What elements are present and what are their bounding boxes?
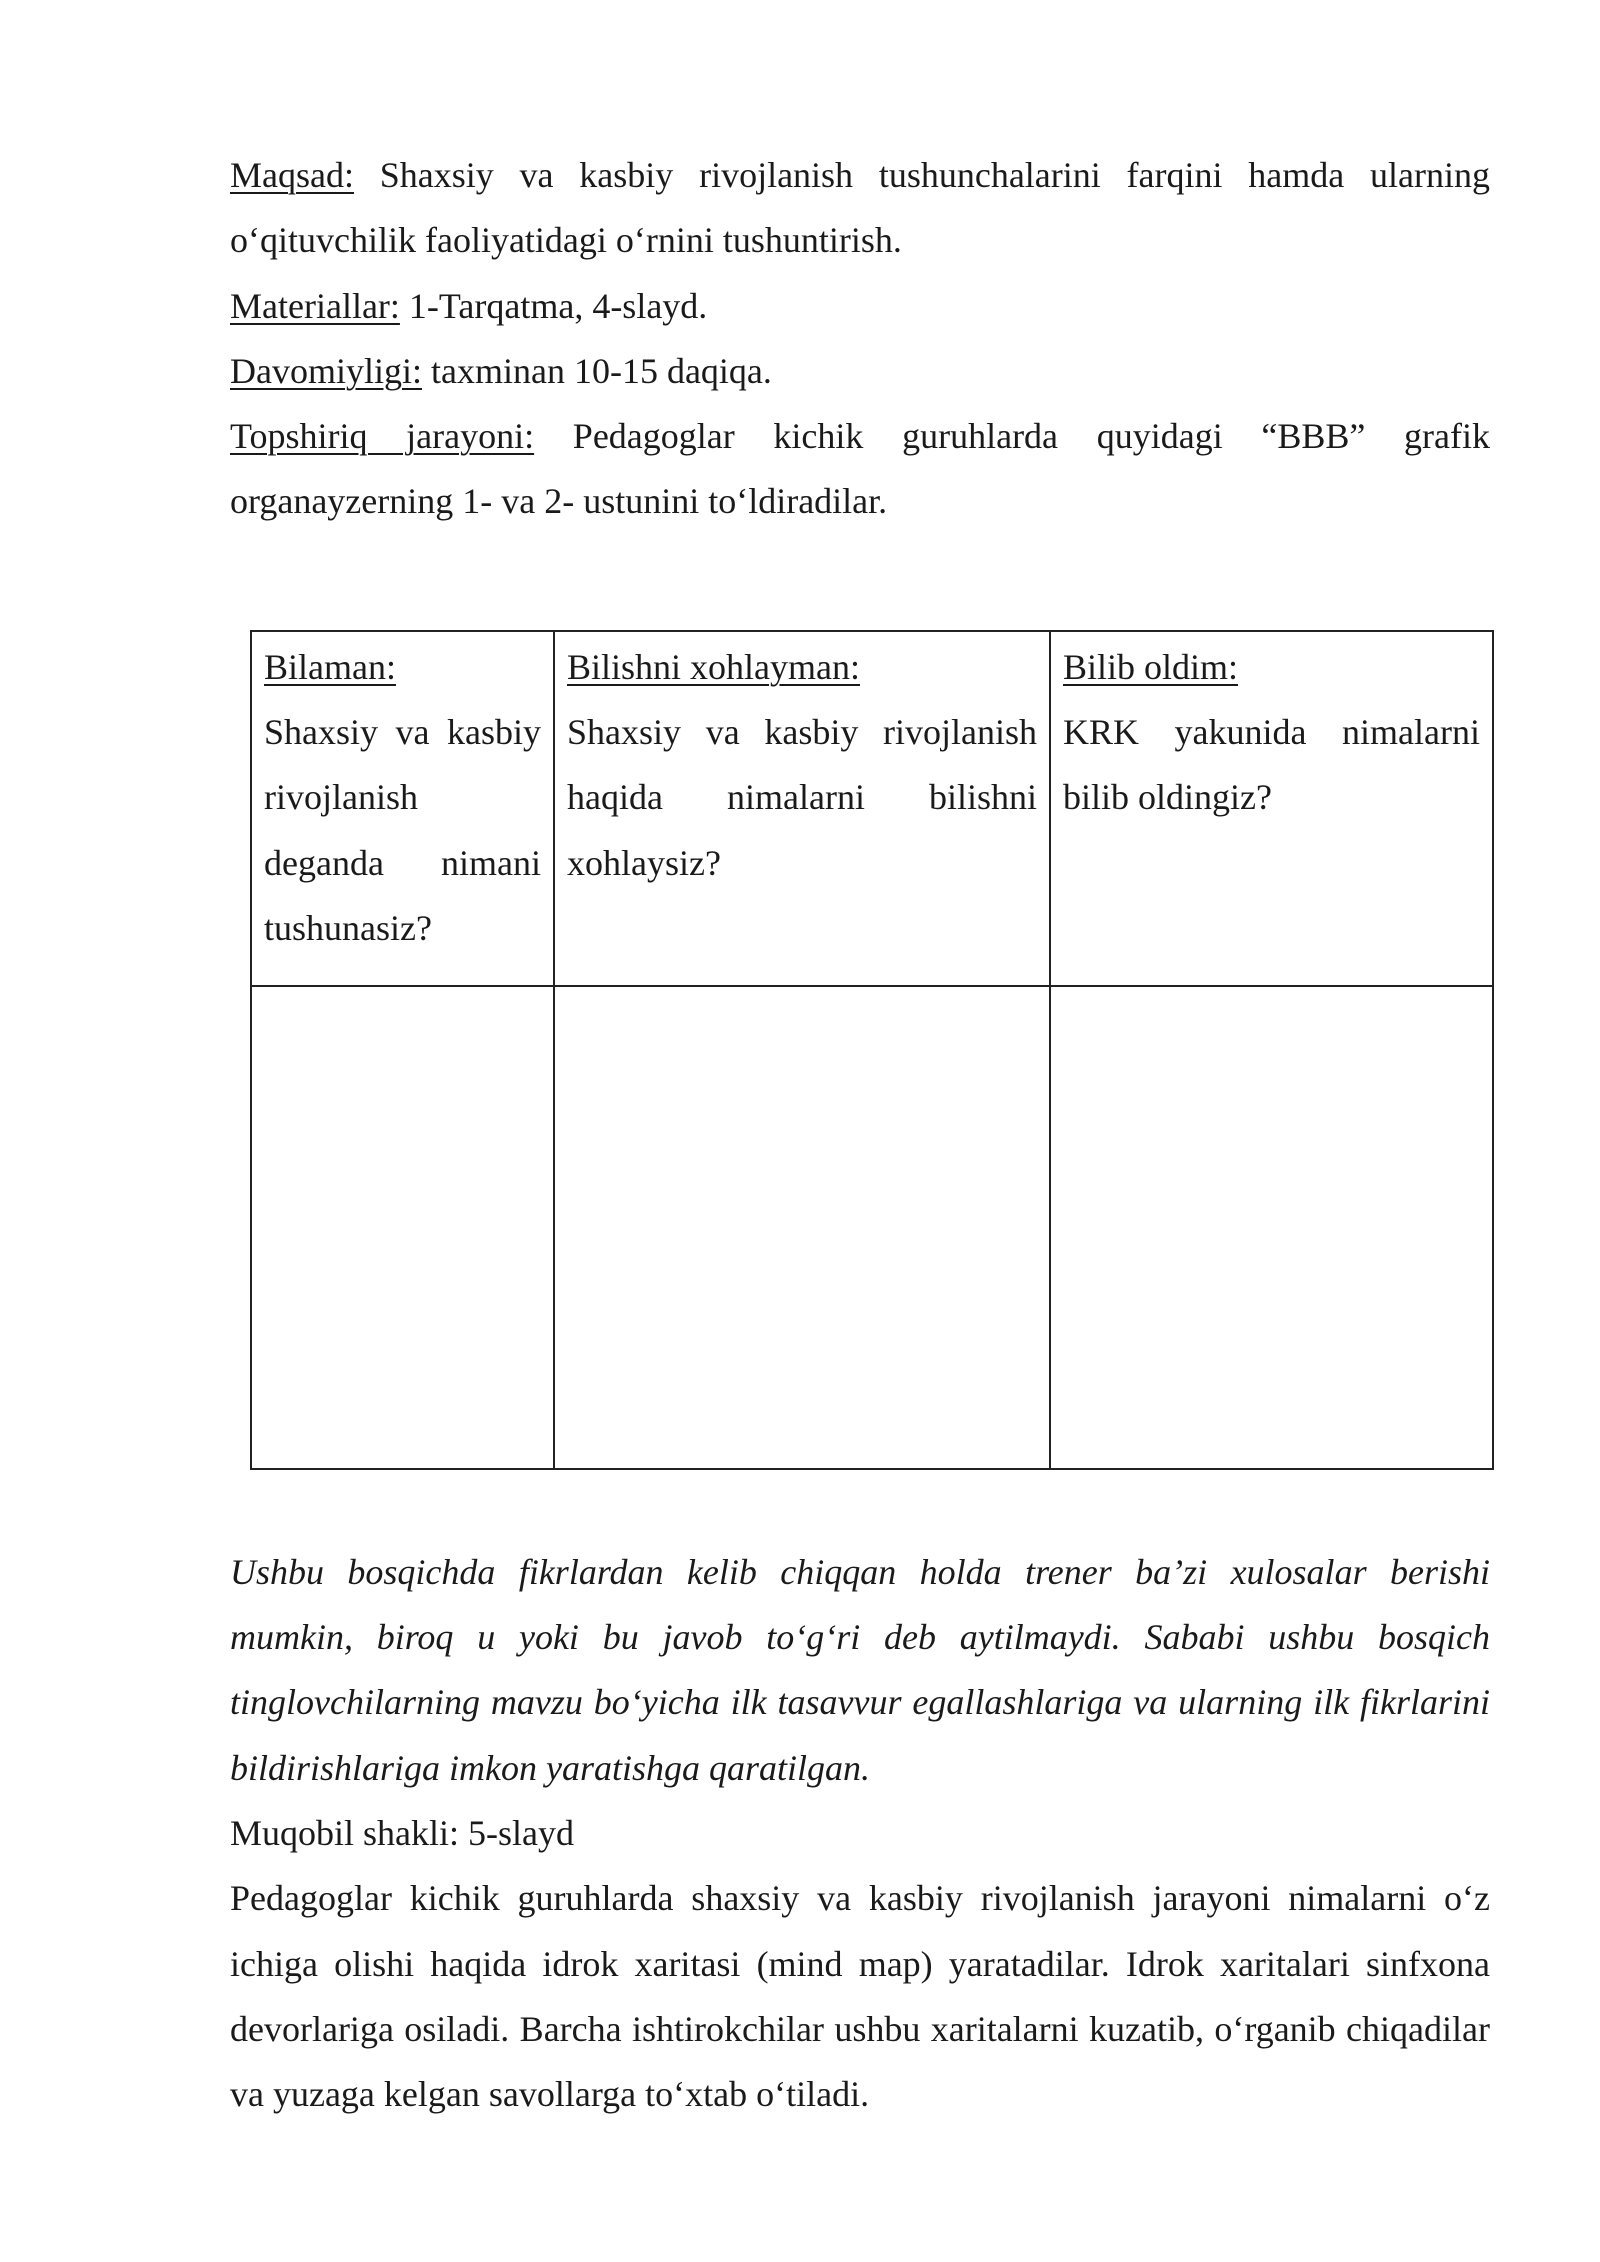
materials-label: Materiallar:: [230, 285, 400, 326]
column-know: [251, 631, 554, 986]
goal-paragraph: [230, 143, 1490, 274]
answer-cell-learned: [1050, 986, 1493, 1469]
column-want-title: Bilishni xohlayman:: [567, 646, 860, 687]
column-learned-question: KRK yakunida nimalarni bilib oldingiz?: [1063, 712, 1480, 818]
goal-text: Shaxsiy va kasbiy rivojlanish tushunchalarini farqini hamda ularning o‘qituvchilik faoliyatidagi o‘rnini tushuntirish.: [230, 155, 1490, 261]
duration-label: Davomiyligi:: [230, 350, 422, 391]
bbb-table: [250, 630, 1494, 1470]
column-want-question: Shaxsiy va kasbiy rivojlanish haqida nimalarni bilishni xohlaysiz?: [567, 712, 1037, 883]
column-know-question: Shaxsiy va kasbiy rivojlanish deganda nimani tushunasiz?: [264, 712, 541, 948]
duration-text: taxminan 10-15 daqiqa.: [422, 350, 772, 391]
bbb-organizer: [250, 630, 1490, 1470]
document-page: [230, 143, 1490, 2127]
table-answer-row: [251, 986, 1493, 1469]
alternative-form: Muqobil shakli: 5-slayd: [230, 1812, 574, 1853]
column-know-title: Bilaman:: [264, 646, 396, 687]
task-label: Topshiriq jarayoni:: [230, 416, 535, 457]
column-learned: [1050, 631, 1493, 986]
column-want: [554, 631, 1050, 986]
answer-cell-want: [554, 986, 1050, 1469]
goal-label: Maqsad:: [230, 155, 354, 195]
answer-cell-know: [251, 986, 554, 1469]
trainer-note: Ushbu bosqichda fikrlardan kelib chiqqan holda trener ba’zi xulosalar berishi mumkin, biroq u yoki bu javob to‘g‘ri deb aytilmaydi. Sababi ushbu bosqich tinglovchilarning mavzu bo‘yicha ilk tasavvur egallashlariga va ularning ilk fikrlarini bildirishlariga imkon yaratishga qaratilgan.: [230, 1551, 1490, 1788]
final-paragraph: Pedagoglar kichik guruhlarda shaxsiy va kasbiy rivojlanish jarayoni nimalarni o‘z ichiga olishi haqida idrok xaritasi (mind map) yaratadilar. Idrok xaritalari sinfxona devorlariga osiladi. Barcha ishtirokchilar ushbu xaritalarni kuzatib, o‘rganib chiqadilar va yuzaga kelgan savollarga to‘xtab o‘tiladi.: [230, 1878, 1490, 2115]
task-paragraph: [230, 404, 1490, 535]
materials-text: 1-Tarqatma, 4-slayd.: [399, 285, 708, 326]
materials-paragraph: [230, 274, 1490, 339]
table-header-row: [251, 631, 1493, 986]
column-learned-title: Bilib oldim:: [1063, 646, 1239, 687]
duration-paragraph: [230, 339, 1490, 404]
task-text: Pedagoglar kichik guruhlarda quyidagi “BBB” grafik organayzerning 1- va 2- ustunini to‘ldiradilar.: [230, 416, 1491, 522]
